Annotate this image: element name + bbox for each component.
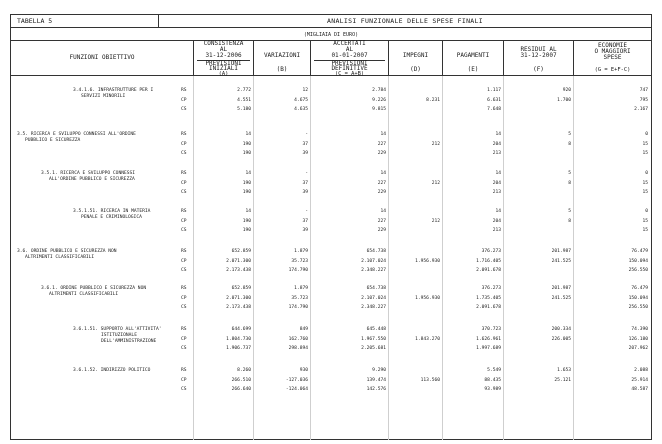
row-label: 3.6.1.52. INDIRIZZO POLITICO — [73, 368, 151, 373]
header-accertati — [310, 40, 388, 76]
cell-e: 213 — [492, 190, 501, 196]
cell-b: 298.894 — [288, 346, 308, 352]
cell-e: 370.723 — [481, 327, 501, 332]
header-consistenza-line-1: CONSISTENZA — [203, 40, 244, 47]
row-label: ISTITUZIONALE — [101, 333, 137, 338]
cell-e: 376.273 — [481, 286, 501, 291]
row-code: RS — [181, 132, 187, 137]
cell-e: 14 — [495, 132, 501, 137]
header-residui-line-3: (F) — [533, 66, 544, 73]
cell-f: 241.525 — [551, 295, 571, 301]
cell-e: 204 — [492, 180, 501, 186]
cell-f: 1.700 — [557, 97, 571, 103]
row-code: CS — [181, 107, 187, 113]
header-consistenza — [193, 40, 253, 76]
row-label: ALTRIMENTI CLASSIFICABILI — [25, 255, 95, 260]
cell-g: 15 — [642, 151, 648, 157]
header-previsioni-definitive-line-1: PREVISIONI — [331, 60, 368, 67]
cell-e: 7.648 — [487, 107, 501, 113]
header-residui-line-2: 31-12-2007 — [520, 52, 557, 59]
row-code: RS — [181, 88, 187, 93]
cell-b: 4.635 — [294, 107, 308, 113]
header-accertati-line-1: ACCERTATI — [333, 40, 366, 47]
cell-d: 8.231 — [426, 97, 440, 103]
cell-c: 2.107.024 — [361, 295, 386, 301]
header-residui — [503, 40, 573, 76]
header-residui-line-1: RESIDUI AL — [520, 46, 557, 53]
column-divider — [253, 76, 254, 440]
row-label: 3.5.1. RICERCA E SVILUPPO CONNESSI — [41, 171, 136, 176]
header-pagamenti-line-1: PAGAMENTI — [456, 52, 490, 59]
header-variazioni — [253, 40, 310, 76]
row-code: CS — [181, 387, 187, 393]
header-pagamenti-line-2: (E) — [467, 66, 479, 73]
row-code: CP — [181, 97, 187, 103]
row-code: RS — [181, 171, 187, 176]
cell-a: 2.772 — [237, 88, 251, 93]
cell-a: 2.071.300 — [226, 295, 251, 301]
row-code: RS — [181, 286, 187, 291]
cell-g: 0 — [645, 171, 648, 176]
cell-c: 2.107.024 — [361, 258, 386, 264]
cell-f: 8 — [568, 141, 571, 147]
cell-b: 1.879 — [294, 249, 308, 254]
row-code: CP — [181, 180, 187, 186]
cell-e: 93.989 — [484, 387, 501, 393]
cell-d: 113.560 — [420, 377, 440, 383]
cell-e: 204 — [492, 218, 501, 224]
cell-a: 5.180 — [237, 107, 251, 113]
cell-f: 5 — [568, 132, 571, 137]
cell-g: 25.914 — [631, 377, 648, 383]
cell-e: 14 — [495, 171, 501, 176]
cell-g: 74.390 — [631, 327, 648, 332]
cell-b: 39 — [302, 190, 308, 196]
cell-f: 241.525 — [551, 258, 571, 264]
cell-a: 8.260 — [237, 368, 251, 373]
cell-c: 654.738 — [366, 286, 386, 291]
cell-a: 190 — [242, 141, 251, 147]
row-code: CP — [181, 218, 187, 224]
row-code: CP — [181, 258, 187, 264]
cell-c: 2.348.227 — [361, 268, 386, 274]
header-variazioni-line-1: VARIAZIONI — [263, 52, 301, 59]
cell-b: - — [305, 209, 308, 214]
cell-e: 2.091.678 — [476, 268, 501, 274]
cell-f: 200.334 — [551, 327, 571, 332]
row-code: CS — [181, 190, 187, 196]
cell-e: 1.735.405 — [476, 295, 501, 301]
cell-e: 1.626.961 — [476, 336, 501, 342]
cell-c: 14 — [380, 132, 386, 137]
header-previsioni-iniziali-line-3: (A) — [218, 71, 229, 77]
cell-f: 201.987 — [551, 249, 571, 254]
row-code: RS — [181, 327, 187, 332]
cell-a: 4.551 — [237, 97, 251, 103]
cell-a: 652.859 — [231, 249, 251, 254]
cell-b: 35.723 — [291, 258, 308, 264]
cell-a: 2.173.438 — [226, 268, 251, 274]
row-label: 3.5. RICERCA E SVILUPPO CONNESSI ALL'ORDINE — [17, 132, 136, 137]
cell-d: 1.843.270 — [415, 336, 440, 342]
cell-g: 747 — [639, 88, 648, 93]
cell-b: 849 — [299, 327, 308, 332]
header-impegni — [388, 40, 442, 76]
row-label: 3.6.1. ORDINE PUBBLICO E SICUREZZA NON — [41, 286, 147, 291]
cell-a: 190 — [242, 218, 251, 224]
column-divider — [573, 76, 574, 440]
cell-e: 213 — [492, 228, 501, 234]
cell-f: 226.005 — [551, 336, 571, 342]
table-title: ANALISI FUNZIONALE DELLE SPESE FINALI — [327, 17, 483, 25]
cell-g: 15 — [642, 228, 648, 234]
cell-a: 190 — [242, 190, 251, 196]
cell-g: 2.088 — [634, 368, 648, 373]
cell-f: 8 — [568, 180, 571, 186]
cell-a: 14 — [245, 171, 251, 176]
cell-b: 1.879 — [294, 286, 308, 291]
cell-g: 256.550 — [628, 268, 648, 274]
row-label: 3.6. ORDINE PUBBLICO E SICUREZZA NON — [17, 249, 117, 254]
row-label: ALL'ORDINE PUBBLICO E SICUREZZA — [49, 177, 135, 182]
cell-c: 2.348.227 — [361, 305, 386, 311]
cell-g: 0 — [645, 132, 648, 137]
row-code: CP — [181, 295, 187, 301]
cell-g: 76.479 — [631, 286, 648, 291]
cell-b: 162.760 — [288, 336, 308, 342]
column-divider — [503, 76, 504, 440]
header-consistenza-line-3: 31-12-2006 — [205, 52, 242, 59]
cell-c: 227 — [377, 218, 386, 224]
cell-b: 37 — [302, 218, 308, 224]
header-economie — [573, 40, 651, 76]
cell-c: 142.576 — [366, 387, 386, 393]
header-accertati-line-2: AL — [345, 46, 354, 53]
cell-g: 150.094 — [628, 258, 648, 264]
cell-b: 39 — [302, 151, 308, 157]
row-label: PUBBLICO E SICUREZZA — [25, 138, 81, 143]
row-code: CS — [181, 305, 187, 311]
cell-f: 5 — [568, 209, 571, 214]
cell-f: 8 — [568, 218, 571, 224]
cell-e: 1.716.405 — [476, 258, 501, 264]
cell-g: 0 — [645, 209, 648, 214]
cell-g: 126.180 — [628, 336, 648, 342]
cell-c: 227 — [377, 141, 386, 147]
header-funzioni — [11, 40, 193, 76]
cell-a: 2.173.438 — [226, 305, 251, 311]
row-code: RS — [181, 209, 187, 214]
column-divider — [442, 76, 443, 440]
cell-a: 266.640 — [231, 387, 251, 393]
header-previsioni-definitive-line-3: (C = A+B) — [334, 71, 365, 77]
cell-e: 14 — [495, 209, 501, 214]
cell-g: 76.479 — [631, 249, 648, 254]
cell-a: 2.071.300 — [226, 258, 251, 264]
cell-g: 256.550 — [628, 305, 648, 311]
cell-c: 654.738 — [366, 249, 386, 254]
cell-c: 2.784 — [372, 88, 386, 93]
cell-a: 190 — [242, 180, 251, 186]
cell-c: 14 — [380, 171, 386, 176]
cell-e: 6.631 — [487, 97, 501, 103]
cell-c: 139.474 — [366, 377, 386, 383]
header-funzioni-label: FUNZIONI OBIETTIVO — [69, 54, 135, 61]
cell-b: 39 — [302, 228, 308, 234]
header-pagamenti — [442, 40, 503, 76]
cell-f: 201.987 — [551, 286, 571, 291]
row-code: CS — [181, 228, 187, 234]
cell-a: 1.804.730 — [226, 336, 251, 342]
cell-f: 920 — [562, 88, 571, 93]
row-label: 3.4.1.6. INFRASTRUTTURE PER I — [73, 88, 154, 93]
column-divider — [193, 76, 194, 440]
cell-g: 207.962 — [628, 346, 648, 352]
header-previsioni-definitive-line-2: DEFINITIVE — [331, 65, 368, 72]
cell-b: 4.675 — [294, 97, 308, 103]
cell-b: - — [305, 171, 308, 176]
cell-e: 88.435 — [484, 377, 501, 383]
row-code: CS — [181, 268, 187, 274]
header-economie-line-1: ECONOMIE — [598, 42, 627, 49]
header-variazioni-line-2: (B) — [276, 66, 288, 73]
cell-g: 48.587 — [631, 387, 648, 393]
cell-b: -124.064 — [285, 387, 308, 393]
cell-a: 190 — [242, 228, 251, 234]
cell-g: 150.094 — [628, 295, 648, 301]
cell-d: 212 — [431, 141, 440, 147]
cell-c: 229 — [377, 228, 386, 234]
row-label: 3.6.1.51. SUPPORTO ALL'ATTIVITA' — [73, 327, 162, 332]
header-consistenza-line-2: AL — [219, 46, 228, 53]
row-code: CS — [181, 151, 187, 157]
cell-e: 204 — [492, 141, 501, 147]
cell-b: 12 — [302, 88, 308, 93]
cell-a: 14 — [245, 132, 251, 137]
header-previsioni-iniziali-line-1: PREVISIONI — [205, 60, 242, 67]
cell-c: 14 — [380, 209, 386, 214]
cell-e: 1.117 — [487, 88, 501, 93]
row-code: CP — [181, 141, 187, 147]
header-previsioni-iniziali-line-2: INIZIALI — [209, 65, 238, 72]
cell-d: 1.956.930 — [415, 258, 440, 264]
cell-b: -127.036 — [285, 377, 308, 383]
cell-b: 37 — [302, 180, 308, 186]
row-label: DELL'AMMINISTRAZIONE — [101, 339, 157, 344]
cell-d: 1.956.930 — [415, 295, 440, 301]
cell-e: 213 — [492, 151, 501, 157]
cell-c: 645.448 — [366, 327, 386, 332]
header-impegni-line-2: (D) — [410, 66, 421, 73]
title-bar — [11, 15, 651, 28]
cell-e: 1.997.689 — [476, 346, 501, 352]
cell-e: 376.273 — [481, 249, 501, 254]
column-divider — [388, 76, 389, 440]
header-economie-line-2: O MAGGIORI — [594, 48, 631, 55]
row-label: PENALE E CRIMINOLOGICA — [81, 215, 142, 220]
cell-a: 266.510 — [231, 377, 251, 383]
cell-d: 212 — [431, 180, 440, 186]
cell-d: 212 — [431, 218, 440, 224]
cell-b: 174.790 — [288, 268, 308, 274]
cell-g: 15 — [642, 180, 648, 186]
row-label: ALTRIMENTI CLASSIFICABILI — [49, 292, 119, 297]
cell-g: 15 — [642, 218, 648, 224]
cell-c: 2.205.681 — [361, 346, 386, 352]
cell-e: 2.091.678 — [476, 305, 501, 311]
row-label: 3.5.1.51. RICERCA IN MATERIA — [73, 209, 151, 214]
cell-g: 15 — [642, 141, 648, 147]
cell-a: 644.699 — [231, 327, 251, 332]
row-code: CS — [181, 346, 187, 352]
cell-f: 25.121 — [554, 377, 571, 383]
cell-b: 35.723 — [291, 295, 308, 301]
cell-c: 9.226 — [372, 97, 386, 103]
cell-c: 229 — [377, 151, 386, 157]
row-code: CP — [181, 377, 187, 383]
cell-a: 14 — [245, 209, 251, 214]
cell-b: 930 — [299, 368, 308, 373]
cell-c: 227 — [377, 180, 386, 186]
header-accertati-line-3: 01-01-2007 — [331, 52, 368, 59]
cell-b: - — [305, 132, 308, 137]
cell-f: 1.653 — [557, 368, 571, 373]
cell-c: 9.815 — [372, 107, 386, 113]
table-number: TABELLA 5 — [11, 15, 159, 27]
cell-a: 652.859 — [231, 286, 251, 291]
column-divider — [310, 76, 311, 440]
cell-g: 795 — [639, 97, 648, 103]
cell-b: 37 — [302, 141, 308, 147]
cell-g: 2.167 — [634, 107, 648, 113]
header-economie-line-4: (G = E+F-C) — [594, 67, 631, 73]
unit-label: (MIGLIAIA DI EURO) — [303, 32, 359, 38]
header-economie-line-3: SPESE — [603, 54, 622, 61]
header-impegni-line-1: IMPEGNI — [402, 52, 429, 59]
cell-g: 15 — [642, 190, 648, 196]
cell-a: 190 — [242, 151, 251, 157]
cell-a: 1.906.737 — [226, 346, 251, 352]
cell-b: 174.790 — [288, 305, 308, 311]
cell-c: 1.967.550 — [361, 336, 386, 342]
row-code: RS — [181, 249, 187, 254]
cell-c: 9.290 — [372, 368, 386, 373]
row-code: RS — [181, 368, 187, 373]
row-code: CP — [181, 336, 187, 342]
row-label: SERVIZI MINORILI — [81, 94, 126, 99]
cell-c: 229 — [377, 190, 386, 196]
cell-f: 5 — [568, 171, 571, 176]
table-frame — [10, 14, 652, 440]
cell-e: 5.549 — [487, 368, 501, 373]
